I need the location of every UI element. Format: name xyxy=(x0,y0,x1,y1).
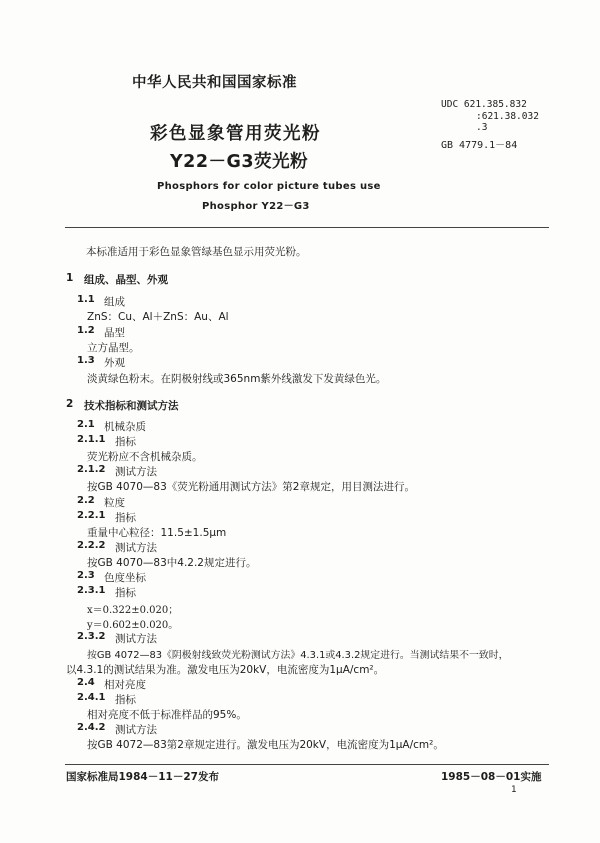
clause-2-1-1-number: 2.1.1 xyxy=(77,434,106,445)
udc-line-2: :621.38.032 xyxy=(476,110,539,122)
section-2-title: 技术指标和测试方法 xyxy=(84,400,179,412)
title-english-line-1: Phosphors for color picture tubes use xyxy=(157,181,381,192)
clause-2-3-number: 2.3 xyxy=(77,570,95,581)
clause-1-1-number: 1.1 xyxy=(77,294,95,305)
title-chinese-line-2: Y22－G3荧光粉 xyxy=(170,152,309,172)
clause-2-3-title: 色度坐标 xyxy=(104,572,146,584)
footer-divider xyxy=(65,764,549,765)
clause-2-1-2-number: 2.1.2 xyxy=(77,464,106,475)
clause-2-3-2-title: 测试方法 xyxy=(115,633,157,645)
clause-2-3-2-number: 2.3.2 xyxy=(77,631,106,642)
page-number: 1 xyxy=(511,785,517,795)
clause-2-1-1-title: 指标 xyxy=(115,436,136,448)
clause-2-2-1-content: 重量中心粒径：11.5±1.5μm xyxy=(87,527,227,539)
clause-2-4-title: 相对亮度 xyxy=(104,679,146,691)
gb-number: GB 4779.1－84 xyxy=(441,140,518,151)
clause-1-3-number: 1.3 xyxy=(77,355,95,366)
title-english-line-2: Phosphor Y22－G3 xyxy=(202,201,310,212)
udc-line-3: .3 xyxy=(476,122,488,133)
standard-organization: 中华人民共和国国家标准 xyxy=(132,75,297,91)
clause-1-3-title: 外观 xyxy=(104,357,125,369)
clause-1-2-number: 1.2 xyxy=(77,325,95,336)
clause-2-1-title: 机械杂质 xyxy=(104,421,146,433)
clause-1-2-title: 晶型 xyxy=(104,327,125,339)
clause-2-3-2-content-line-1: 按GB 4072—83《阴极射线致荧光粉测试方法》4.3.1或4.3.2规定进行。当测试结果不一致时， xyxy=(87,650,509,661)
udc-code xyxy=(441,99,539,134)
clause-2-2-2-content: 按GB 4070—83中4.2.2规定进行。 xyxy=(87,557,257,569)
clause-2-4-2-title: 测试方法 xyxy=(115,724,157,736)
clause-2-4-2-content: 按GB 4072—83第2章规定进行。激发电压为20kV，电流密度为1μA/cm²。 xyxy=(87,739,444,751)
clause-2-4-1-content: 相对亮度不低于标准样品的95%。 xyxy=(87,709,247,721)
clause-2-3-1-title: 指标 xyxy=(115,587,136,599)
section-1-number: 1 xyxy=(66,272,74,284)
clause-2-1-number: 2.1 xyxy=(77,419,95,430)
clause-1-3-content: 淡黄绿色粉末。在阴极射线或365nm紫外线激发下发黄绿色光。 xyxy=(87,373,387,385)
clause-2-1-2-content: 按GB 4070—83《荧光粉通用测试方法》第2章规定，用目测法进行。 xyxy=(87,481,415,493)
chromaticity-x: x＝0.322±0.020； xyxy=(87,605,179,616)
effective-date: 1985－08－01实施 xyxy=(441,771,542,783)
clause-2-2-number: 2.2 xyxy=(77,495,95,506)
intro-text: 本标准适用于彩色显象管绿基色显示用荧光粉。 xyxy=(86,246,307,258)
section-1-title: 组成、晶型、外观 xyxy=(84,274,168,286)
clause-2-4-2-number: 2.4.2 xyxy=(77,722,106,733)
clause-2-2-title: 粒度 xyxy=(104,497,125,509)
chromaticity-y: y＝0.602±0.020。 xyxy=(87,620,179,631)
clause-2-1-2-title: 测试方法 xyxy=(115,466,157,478)
clause-2-4-number: 2.4 xyxy=(77,677,95,688)
clause-1-1-title: 组成 xyxy=(104,296,125,308)
clause-2-1-1-content: 荧光粉应不含机械杂质。 xyxy=(87,451,203,463)
clause-2-3-1-number: 2.3.1 xyxy=(77,585,106,596)
header-divider xyxy=(65,227,549,228)
udc-line-1: UDC 621.385.832 xyxy=(441,99,527,110)
clause-2-3-2-content-line-2: 以4.3.1的测试结果为准。激发电压为20kV，电流密度为1μA/cm²。 xyxy=(66,664,385,676)
clause-1-2-content: 立方晶型。 xyxy=(87,342,140,354)
clause-1-1-content: ZnS：Cu、Al＋ZnS：Au、Al xyxy=(87,311,229,323)
clause-2-2-2-title: 测试方法 xyxy=(115,542,157,554)
clause-2-2-1-number: 2.2.1 xyxy=(77,510,106,521)
clause-2-2-1-title: 指标 xyxy=(115,512,136,524)
clause-2-2-2-number: 2.2.2 xyxy=(77,540,106,551)
issue-date: 国家标准局1984－11－27发布 xyxy=(66,771,219,783)
title-chinese-line-1: 彩色显象管用荧光粉 xyxy=(150,124,321,144)
section-2-number: 2 xyxy=(66,398,74,410)
clause-2-4-1-number: 2.4.1 xyxy=(77,692,106,703)
clause-2-4-1-title: 指标 xyxy=(115,694,136,706)
